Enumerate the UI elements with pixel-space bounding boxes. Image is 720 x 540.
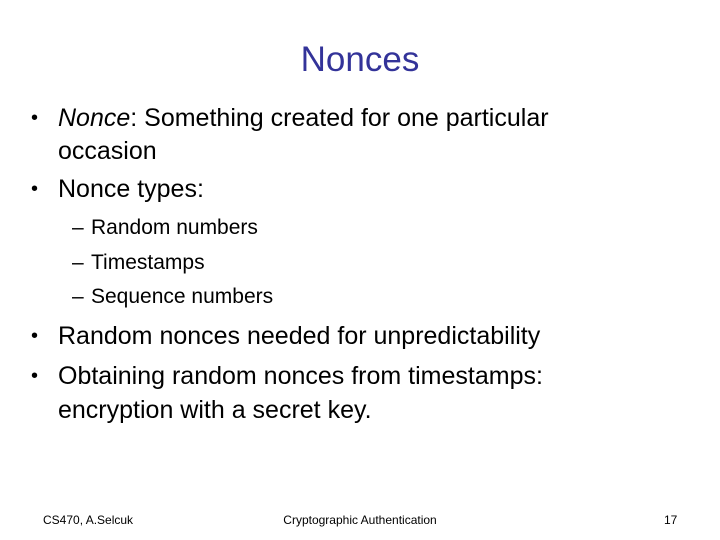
slide-title: Nonces bbox=[300, 40, 420, 79]
bullet-text: Random nonces needed for unpredictability bbox=[58, 322, 541, 350]
bullet-text-continued: occasion bbox=[58, 137, 157, 165]
sub-item-text: Sequence numbers bbox=[91, 285, 274, 308]
dash-marker: – bbox=[72, 251, 84, 274]
footer-page-number: 17 bbox=[664, 513, 678, 527]
bullet-text: Nonce types: bbox=[58, 175, 204, 203]
bullet-marker: • bbox=[31, 365, 39, 387]
dash-marker: – bbox=[72, 216, 84, 239]
bullet-text-continued: encryption with a secret key. bbox=[58, 396, 372, 424]
sub-item-text: Random numbers bbox=[91, 216, 258, 239]
nonce-term: Nonce bbox=[58, 104, 131, 132]
nonce-definition-text: : Something created for one particular bbox=[130, 104, 549, 132]
sub-item-text: Timestamps bbox=[91, 251, 205, 274]
dash-marker: – bbox=[72, 285, 84, 308]
bullet-marker: • bbox=[31, 325, 39, 347]
footer-course-author: CS470, A.Selcuk bbox=[43, 513, 134, 527]
bullet-text: Obtaining random nonces from timestamps: bbox=[58, 362, 543, 390]
bullet-marker: • bbox=[31, 107, 39, 129]
bullet-marker: • bbox=[31, 178, 39, 200]
bullet-text bbox=[58, 102, 549, 134]
footer-topic: Cryptographic Authentication bbox=[283, 513, 437, 527]
